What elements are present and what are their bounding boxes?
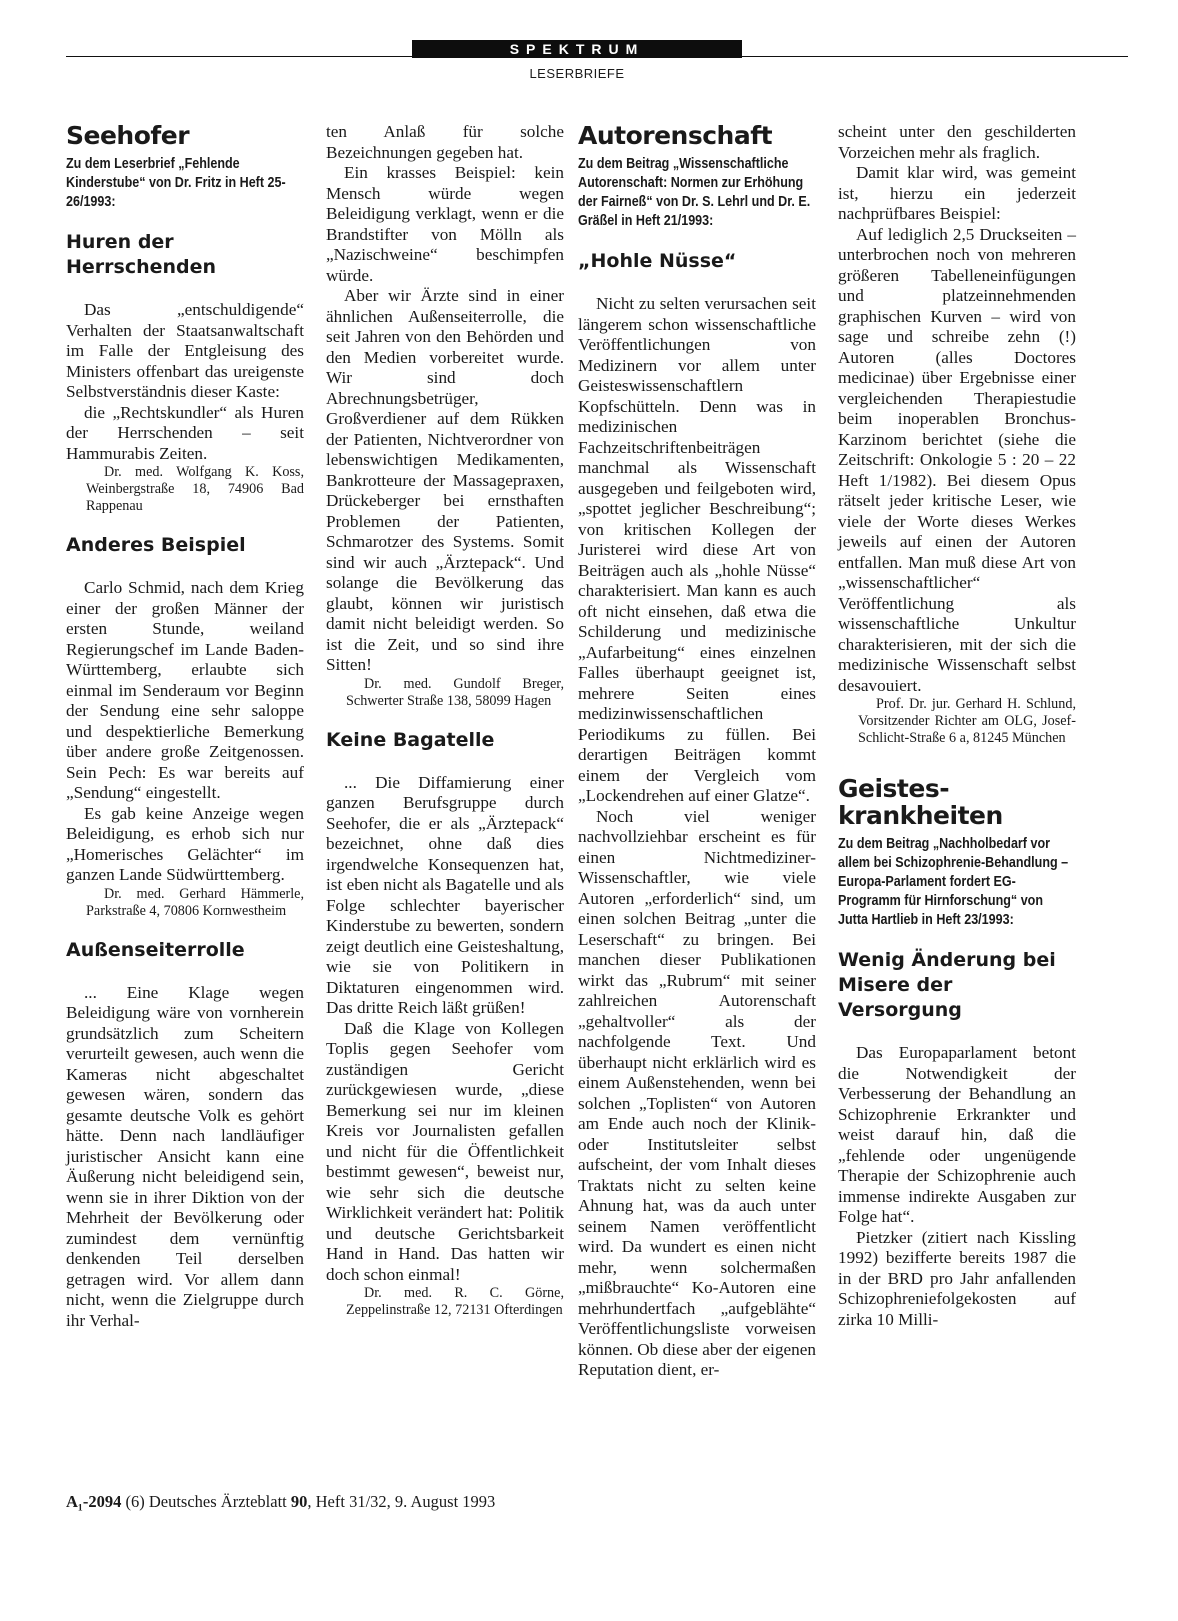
letter-paragraph: Auf lediglich 2,5 Druckseiten – unterbrochen noch von mehreren größeren Tabelleneinfügungen und platzeinnehmenden graphischen Kurven – wird von sage und schreibe zehn (!) Autoren (alles Doctores medicinae) über Ergebnisse einer vergleichenden Therapiestudie beim inoperablen Bronchus-Karzinom berichtet (siehe die Zeitschrift: Onkologie 5 : 20 – 22 Heft 1/1982). Bei diesem Opus rätselt jeder kritische Leser, wie viele der Worte dieses Werkes jeweils auf einen der Autoren entfallen. Man muß diese Art von „wissenschaftlicher“ Veröffentlichung als wissenschaftliche Unkultur charakterisieren, mit der sich die medizinische Wissenschaft selbst desavouiert. — [838, 224, 1076, 695]
letter-signature: Dr. med. Wolfgang K. Koss, Weinbergstraße 18, 74906 Bad Rappenau — [86, 464, 304, 514]
letter-paragraph: die „Rechtskundler“ als Huren der Herrschenden – seit Hammurabis Zeiten. — [66, 402, 304, 463]
letter-paragraph: Ein krasses Beispiel: kein Mensch würde wegen Beleidigung verklagt, wenn er die Brandstifter von Mölln als „Nazischweine“ beschimpfen würde. — [326, 163, 564, 285]
letter-paragraph: Nicht zu selten verursachen seit längerem schon wissenschaftliche Veröffentlichungen von Medizinern vor allem unter Geisteswissenschaftlern Kopfschütteln. Denn was in medizinischen Fachzeitschriftenbeiträgen manchmal als Wissenschaft ausgegeben und feilgeboten wird, „spottet jeglicher Beschreibung“; von kritischen Kollegen der Juristerei wird diese Art von Beiträgen auch als „hohle Nüsse“ charakterisiert. Man kann es auch oft nicht einsehen, daß etwa die Schilderung und medizinische „Aufarbeitung“ eines einzelnen Falles überhaupt geeignet ist, mehrere Seiten eines medizinwissenschaftlichen Periodikums zu füllen. Bei derartigen Beiträgen kommt einem der Vergleich vom „Lockendrehen auf einer Glatze“. — [578, 294, 816, 805]
topic-intro: Zu dem Beitrag „Nachholbedarf vor allem bei Schizophrenie-Behandlung – Europa-Parlament fordert EG-Programm für Hirnforschung“ von Jutta Hartlieb in Heft 23/1993: — [838, 836, 1069, 928]
page-number: A₁-2094 — [66, 1492, 122, 1511]
letter-paragraph: ... Die Diffamierung einer ganzen Berufsgruppe durch Seehofer, die er als „Ärztepack“ bezeichnet, ohne daß dies irgendwelche Konsequenzen hat, ist eben nicht als Bagatelle und als Folge schlechter bayerischer Kinderstube zu bewerten, sondern zeigt deutlich eine Geisteshaltung, wie sie von Politikern in Diktaturen eingenommen wird. Das dritte Reich läßt grüßen! — [326, 772, 564, 1017]
letter-paragraph: Das Europaparlament betont die Notwendigkeit der Verbesserung der Behandlung an Schizophrenie Erkrankter und weist darauf hin, daß die „fehlende oder ungenügende Therapie der Schizophrenie auch immense indirekte Ausgaben zur Folge hat“. — [838, 1043, 1076, 1226]
column-1 — [66, 122, 304, 1331]
letter-paragraph: ... Eine Klage wegen Beleidigung wäre von vornherein grundsätzlich zum Scheitern verurteilt gewesen, auch wenn die Kameras nicht abgeschaltet gewesen wären, sondern das gesamte deutsche Volk es gehört hätte. Denn nach landläufiger juristischer Ansicht kann eine Äußerung nicht beleidigend sein, wenn sie in ihrer Diktion von der Mehrheit der Bevölkerung oder zumindest dem vernünftig denkenden Teil derselben getragen wird. Vor allem dann nicht, wenn die Zielgruppe durch ihr Verhal- — [66, 982, 304, 1330]
letter-paragraph: Es gab keine Anzeige wegen Beleidigung, es erhob sich nur „Homerisches Gelächter“ im ganzen Lande Südwürttemberg. — [66, 803, 304, 884]
topic-heading: Seehofer — [66, 121, 190, 150]
letter-paragraph: Damit klar wird, was gemeint ist, hierzu ein jederzeit nachprüfbares Beispiel: — [838, 163, 1076, 223]
letter-title: Anderes Beispiel — [66, 534, 246, 556]
topic-heading: Geistes-krankheiten — [838, 774, 1003, 830]
letter-paragraph: Das „entschuldigende“ Verhalten der Staatsanwaltschaft im Falle der Entgleisung des Ministers offenbart das ureigenste Selbstverständnis dieser Kaste: — [66, 300, 304, 401]
letter-paragraph: scheint unter den geschilderten Vorzeichen mehr als fraglich. — [838, 122, 1076, 162]
topic-intro: Zu dem Beitrag „Wissenschaftliche Autorenschaft: Normen zur Erhöhung der Fairneß“ von Dr. S. Lehrl und Dr. E. Gräßel in Heft 21/1993: — [578, 156, 811, 229]
letter-title: Außenseiterrolle — [66, 938, 245, 961]
page-header — [66, 34, 1128, 94]
letter-paragraph: Daß die Klage von Kollegen Toplis gegen Seehofer vom zuständigen Gericht zurückgewiesen wurde, „diese Bemerkung sei nur im kleinen Kreis vor Journalisten gefallen und nicht für die Öffentlichkeit bestimmt gewesen“, beweist nur, wie sehr sich die deutsche Wirklichkeit verändert hat: Politik und deutsche Gerichtsbarkeit Hand in Hand. Das hatten wir doch schon einmal! — [326, 1018, 564, 1284]
letter-title: Wenig Änderung bei Misere der Versorgung — [838, 949, 1056, 1021]
section-band: SPEKTRUM — [412, 40, 742, 58]
letter-title: Keine Bagatelle — [326, 728, 495, 751]
letter-signature: Dr. med. Gundolf Breger, Schwerter Straße 138, 58099 Hagen — [346, 675, 564, 709]
letter-title: Huren der Herrschenden — [66, 231, 217, 278]
journal-name: (6) Deutsches Ärzteblatt — [125, 1492, 287, 1511]
letter-paragraph: Aber wir Ärzte sind in einer ähnlichen Außenseiterrolle, die seit Jahren von den Behörden und den Medien vorbereitet wurde. Wir sind doch Abrechnungsbetrüger, Großverdiener auf dem Rükken der Patienten, Nichtverordner von lebenswichtigen Medikamenten, Bankrotteure der Massagepraxen, Drückeberger bei ernsthaften Problemen der Patienten, Schmarotzer des Systems. Somit sind wir auch „Ärztepack“. Und solange die Bevölkerung das glaubt, können wir juristisch damit nicht beleidigt werden. So ist die Zeit, und so sind ihre Sitten! — [326, 286, 564, 674]
issue-date: , Heft 31/32, 9. August 1993 — [307, 1492, 496, 1511]
volume-number: 90 — [290, 1492, 308, 1511]
letter-signature: Dr. med. Gerhard Hämmerle, Parkstraße 4, 70806 Kornwestheim — [86, 885, 304, 919]
topic-intro: Zu dem Leserbrief „Fehlende Kinderstube“ von Dr. Fritz in Heft 25-26/1993: — [66, 156, 286, 210]
letter-paragraph: Carlo Schmid, nach dem Krieg einer der großen Männer der ersten Stunde, weiland Regierungschef im Lande Baden-Württemberg, erlaubte sich einmal im Senderaum vor Beginn der Sendung eine sehr saloppe und despektierliche Bemerkung über andere große Zeitgenossen. Sein Pech: Es war bereits auf „Sendung“ eingestellt. — [66, 578, 304, 802]
page-footer — [66, 1492, 495, 1512]
subsection-label: LESERBRIEFE — [529, 66, 625, 81]
letter-signature: Dr. med. R. C. Görne, Zeppelinstraße 12, 72131 Ofterdingen — [346, 1285, 564, 1318]
letter-paragraph: Pietzker (zitiert nach Kissling 1992) bezifferte bereits 1987 die in der BRD pro Jahr anfallenden Schizophreniefolgekosten auf zirka 10 Milli- — [838, 1227, 1076, 1329]
letter-paragraph: ten Anlaß für solche Bezeichnungen gegeben hat. — [326, 122, 564, 162]
topic-heading: Autorenschaft — [578, 121, 773, 150]
column-4 — [838, 122, 1076, 1330]
column-3 — [578, 122, 816, 1381]
letter-title: „Hohle Nüsse“ — [578, 250, 737, 272]
letter-paragraph: Noch viel weniger nachvollziehbar erscheint es für einen Nichtmediziner-Wissenschaftler, wie viele Autoren „erforderlich“ sind, um einen solchen Beitrag „unter die Leserschaft“ zu bringen. Bei manchen dieser Publikationen wirkt das „Rubrum“ mit seiner zahlreichen Autorenschaft „gehaltvoller“ als der nachfolgende Text. Und überhaupt nicht erklärlich wird es einem Außenstehenden, wenn bei solchen „Toplisten“ von Autoren am Ende auch noch der Klinik- oder Institutsleiter selbst aufscheint, der vom Inhalt dieses Traktats nicht zu selten keine Ahnung hat, was da auch unter seinem Namen veröffentlicht wird. Da wundert es einen nicht mehr, wenn solchermaßen „mißbrauchte“ Ko-Autoren eine mehrhundertfach „aufgeblähte“ Veröffentlichungsliste vorweisen können. Ob diese aber der eigenen Reputation dient, er- — [578, 806, 816, 1379]
column-2 — [326, 122, 564, 1319]
letter-signature: Prof. Dr. jur. Gerhard H. Schlund, Vorsitzender Richter am OLG, Josef-Schlicht-Straße 6 a, 81245 München — [858, 696, 1076, 746]
